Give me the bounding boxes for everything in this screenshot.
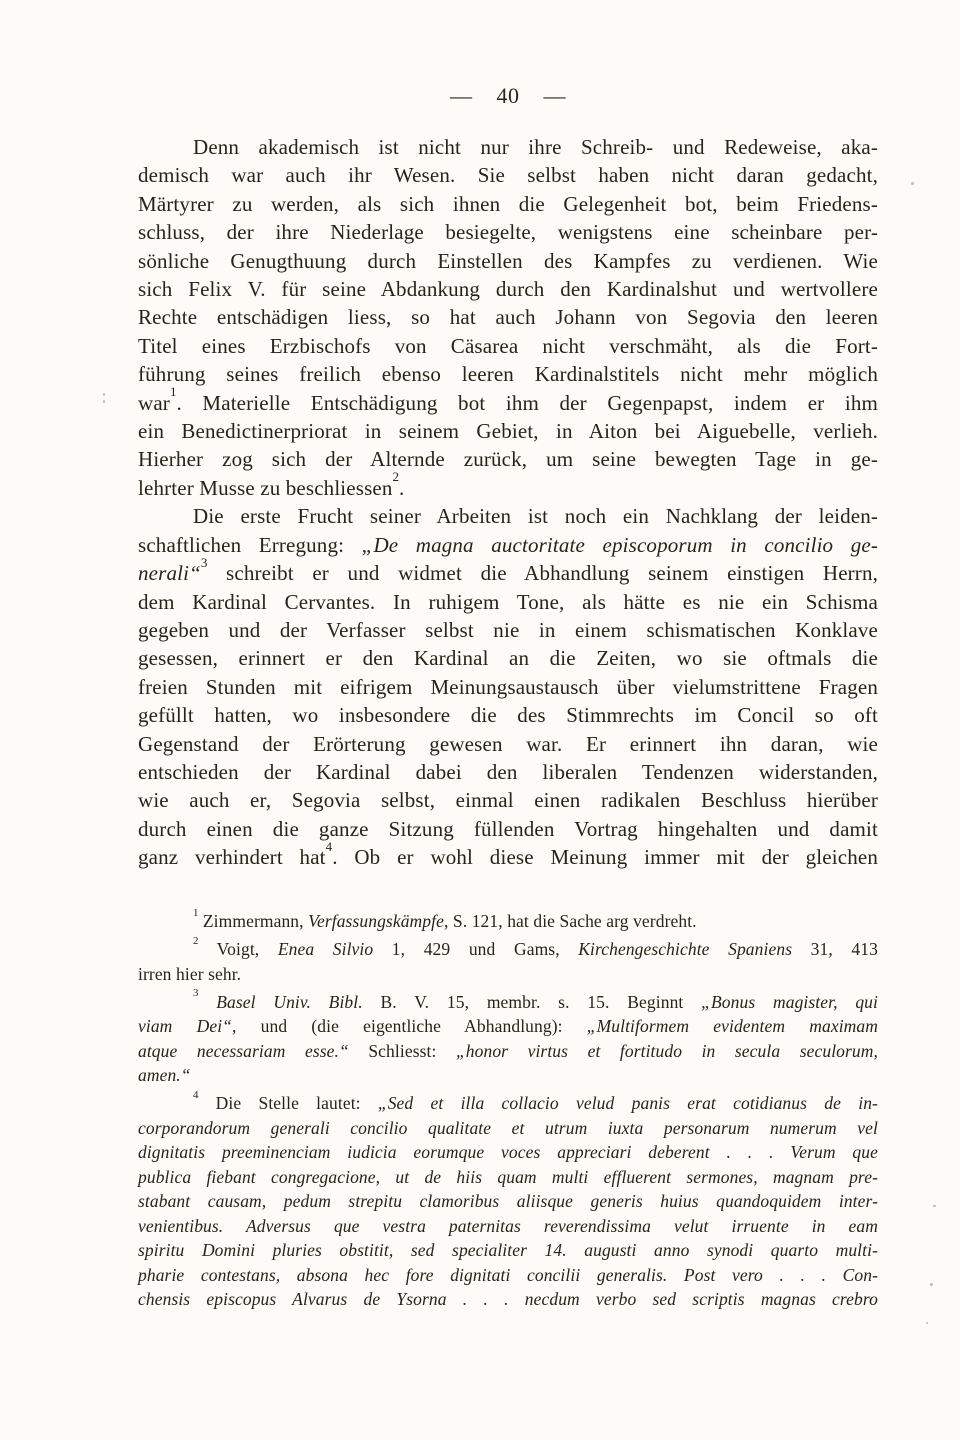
text-line [138,730,878,758]
text-line [138,384,878,417]
text-segment [198,992,216,1012]
italic-text: amen.“ [138,1065,191,1085]
scan-speck [930,1283,933,1286]
text-segment: 1, 429 und Gams, [373,939,579,959]
text-segment: B. V. 15, membr. s. 15. Beginnt [362,991,702,1012]
text-segment: Die Stelle lautet: [198,1093,378,1113]
text-line [138,1287,878,1312]
scan-speck [103,393,105,396]
scan-speck [926,1322,928,1324]
text-segment: Titel eines Erzbischofs von Cäsarea nicht verschmäht, als die Fort- [138,333,878,358]
text-segment: gesessen, erinnert er den Kardinal an die Zeiten, wo sie oftmals die [138,646,878,671]
text-line [138,1189,878,1214]
text-segment: wie auch er, Segovia selbst, einmal einen radikalen Beschluss hierüber [138,788,878,813]
italic-text: „Multiformem evidentem maximam [586,1016,878,1036]
footnotes-block [138,906,878,1312]
main-text-block [138,133,878,872]
text-line [138,332,878,360]
italic-text: „Sed et illa collacio velud panis erat cotidianus de in- [377,1093,878,1113]
italic-text: Enea Silvio [277,939,374,959]
text-segment: schluss, der ihre Niederlage besiegelte, wenigstens eine scheinbare per- [138,220,878,245]
page-header [138,84,878,108]
text-line [138,360,878,388]
italic-text: „honor virtus et fortitudo in secula seculorum, [455,1040,878,1061]
footnote-ref: 3 [193,987,199,1000]
footnote-2 [138,934,878,986]
text-segment: Schliesst: [348,1040,456,1061]
text-line [138,1116,878,1141]
text-segment: war [138,390,170,415]
text-line [138,247,878,275]
text-segment: Zimmermann, [198,911,309,931]
scan-speck [911,182,914,185]
text-segment: . [399,475,405,500]
text-line [138,588,878,616]
footnote-3 [138,987,878,1088]
text-segment: durch einen die ganze Sitzung füllenden Vortrag hingehalten und damit [138,816,878,841]
text-line [138,1063,878,1088]
text-segment: Märtyrer zu werden, als sich ihnen die Gelegenheit bot, beim Friedens- [138,191,878,216]
text-segment: entschieden der Kardinal dabei den liberalen Tendenzen widerstanden, [138,759,878,784]
text-line [138,190,878,218]
paragraph-2 [138,502,878,871]
text-segment: sönliche Genugthuung durch Einstellen des Kampfes zu verdienen. Wie [138,248,878,273]
text-line [138,906,878,934]
scan-speck [103,400,105,403]
text-line [138,815,878,843]
text-line [138,469,878,502]
text-line [138,758,878,786]
text-line [138,701,878,729]
italic-text: chensis episcopus Alvarus de Ysorna . . . necdum verbo sed scriptis magnas crebro [138,1289,878,1309]
italic-text: dignitatis preeminenciam iudicia eorumque voces appreciari deberent . . . Verum que [138,1142,878,1162]
text-segment: Gegenstand der Erörterung gewesen war. Er erinnert ihn daran, wie [138,731,878,756]
text-line [138,1263,878,1288]
italic-text: atque necessariam esse.“ [138,1040,349,1061]
text-line [138,962,878,987]
text-line [138,838,878,871]
text-segment: lehrter Musse zu beschliessen [138,475,393,500]
italic-text: venientibus. Adversus que vestra paternitas reverendissima velut irruente in eam [138,1215,878,1236]
italic-text: „De magna auctoritate episcoporum in concilio ge- [361,532,878,557]
text-line [138,133,878,161]
footnote-ref: 4 [325,838,333,854]
italic-text: Kirchengeschichte Spaniens [578,939,793,959]
italic-text: spiritu Domini pluries obstitit, sed specialiter 14. augusti anno synodi quarto multi- [138,1240,878,1260]
italic-text: pharie contestans, absona hec fore dignitati concilii generalis. Post vero . . . Con- [138,1264,878,1285]
text-line [138,1214,878,1239]
text-line [138,445,878,473]
text-segment: schreibt er und widmet die Abhandlung seinem einstigen Herrn, [207,561,878,586]
text-segment: . Ob er wohl diese Meinung immer mit der gleichen [332,845,878,870]
text-line [138,673,878,701]
text-line [138,987,878,1015]
text-line [138,616,878,644]
italic-text: Basel Univ. Bibl. [216,991,363,1012]
italic-text: Verfassungskämpfe [308,911,444,931]
italic-text: „Bonus magister, qui [701,991,878,1012]
text-segment: ein Benedictinerpriorat in seinem Gebiet, in Aiton bei Aiguebelle, verlieh. [138,419,878,444]
text-line [138,554,878,587]
italic-text: nerali“ [138,561,201,586]
text-segment: . Materielle Entschädigung bot ihm der Gegenpapst, indem er ihm [176,390,878,415]
text-line [138,1088,878,1116]
text-segment: sich Felix V. für seine Abdankung durch den Kardinalshut und wertvollere [138,277,878,302]
text-segment: Hierher zog sich der Alternde zurück, um seine bewegten Tage in ge- [138,447,878,472]
page-number: — 40 — [450,83,566,108]
italic-text: publica fiebant congregacione, ut de hiis quam multi effluerent sermones, magnam pre- [138,1166,878,1187]
text-segment: Die erste Frucht seiner Arbeiten ist noch ein Nachklang der leiden- [193,504,878,529]
text-line [138,161,878,189]
text-line [138,1039,878,1064]
text-line [138,934,878,962]
text-segment: freien Stunden mit eifrigem Meinungsaustausch über vielumstrittene Fragen [138,674,878,699]
text-segment: gefüllt hatten, wo insbesondere die des Stimmrechts im Concil so oft [138,703,878,728]
text-segment: Denn akademisch ist nicht nur ihre Schreib- und Redeweise, aka- [193,135,878,159]
text-line [138,644,878,672]
footnote-ref: 4 [193,1088,199,1101]
text-segment: ganz verhindert hat [138,845,326,870]
text-line [138,1014,878,1039]
text-segment: 31, 413 [792,939,878,959]
text-line [138,417,878,445]
footnote-ref: 3 [200,554,208,570]
text-segment: Voigt, [198,939,278,959]
text-line [138,786,878,814]
italic-text: viam Dei“ [138,1016,232,1036]
footnote-ref: 2 [193,934,199,947]
text-line [138,531,878,559]
text-line [138,1165,878,1190]
text-segment: irren hier sehr. [138,963,242,984]
footnote-1 [138,906,878,934]
footnote-ref: 1 [169,384,177,400]
text-line [138,303,878,331]
text-segment: dem Kardinal Cervantes. In ruhigem Tone, als hätte es nie ein Schisma [138,589,878,614]
text-line [138,218,878,246]
italic-text: corporandorum generali concilio qualitate et utrum iuxta personarum numerum vel [138,1117,878,1138]
text-segment: gegeben und der Verfasser selbst nie in einem schismatischen Konklave [138,617,878,642]
text-line [138,1140,878,1165]
text-line [138,502,878,530]
text-segment: Rechte entschädigen liess, so hat auch Johann von Segovia den leeren [138,305,878,330]
text-segment: führung seines freilich ebenso leeren Kardinalstitels nicht mehr möglich [138,362,878,387]
footnote-ref: 1 [193,906,199,919]
scan-speck [933,1205,936,1207]
text-segment: , und (die eigentliche Abhandlung): [231,1016,587,1036]
text-segment: schaftlichen Erregung: [138,532,362,557]
text-line [138,1238,878,1263]
text-segment: demisch war auch ihr Wesen. Sie selbst haben nicht daran gedacht, [138,163,878,188]
italic-text: stabant causam, pedum strepitu clamoribus aliisque generis huius quandoquidem inter- [138,1191,878,1211]
paragraph-1 [138,133,878,502]
text-segment: , S. 121, hat die Sache arg verdreht. [443,911,697,931]
text-line [138,275,878,303]
footnote-4 [138,1088,878,1312]
footnote-ref: 2 [392,469,400,485]
